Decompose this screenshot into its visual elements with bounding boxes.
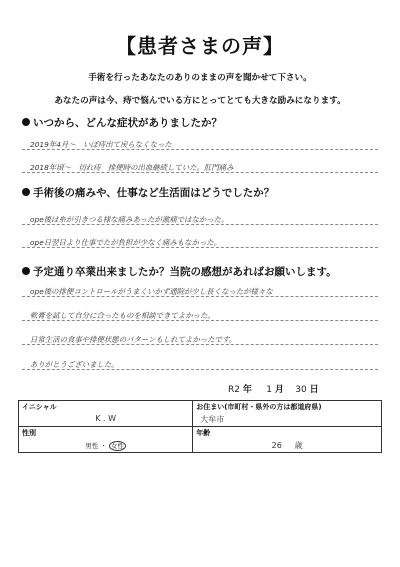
- answer-2-line-2: ope日翌日より仕事でたが負担が少なく痛みもなかった。: [30, 238, 222, 247]
- question-2: [22, 185, 274, 200]
- address-cell: [193, 401, 382, 427]
- gender-male: 男性: [85, 442, 99, 450]
- date-day: 30: [295, 385, 307, 395]
- bullet-icon: [22, 118, 30, 126]
- gender-separator: ・: [100, 442, 107, 450]
- page-title: 【患者さまの声】: [116, 34, 284, 58]
- initial-label: イニシャル: [22, 403, 57, 411]
- bullet-icon: [22, 267, 30, 275]
- question-3-text: 予定通り卒業出来ましたか？当院の感想があればお願いします。: [33, 266, 337, 278]
- date-day-label: 日: [309, 385, 319, 395]
- age-cell: [193, 427, 382, 453]
- intro-line-1: 手術を行ったあなたのありのままの声を聞かせて下さい。: [88, 73, 312, 83]
- question-2-text: 手術後の痛みや、仕事など生活面はどうでしたか？: [33, 187, 275, 199]
- answer-3-line-1: ope後の排便コントロールがうまくいかず通院が少し長くなったが様々な: [30, 287, 273, 296]
- answer-3-line-3: 日常生活の食事や排便状態のパターンもしれてよかったです。: [30, 335, 237, 344]
- age-unit: 歳: [294, 441, 303, 450]
- address-value: 大牟市: [200, 415, 225, 424]
- date-year-label: 年: [242, 385, 252, 395]
- gender-cell: [19, 427, 193, 453]
- date-month: 1: [266, 385, 272, 395]
- gender-female-selected: 女性: [110, 442, 124, 450]
- date-month-label: 月: [274, 385, 284, 395]
- date-year: 2: [234, 385, 240, 395]
- bullet-icon: [22, 188, 30, 196]
- gender-options: [22, 441, 189, 450]
- date-era: R: [228, 385, 235, 395]
- intro-line-2: あなたの声は今、痔で悩んでいる方にとってとても大きな励みになります。: [54, 96, 346, 106]
- question-3: [22, 264, 337, 279]
- age-value: 26: [271, 441, 282, 450]
- answer-3-line-4: ありがとうございました。: [30, 360, 119, 369]
- answer-1-line-2: 2018年頃〜 切れ痔 排便時の出血継続していた。肛門痛み: [30, 163, 234, 172]
- initial-cell: [19, 401, 193, 427]
- answer-2-line-1: ope後は糸が引きつる様な痛みあったが激痛ではなかった。: [30, 215, 229, 224]
- date: [228, 382, 319, 395]
- question-1-text: いつから、どんな症状がありましたか？: [33, 117, 222, 129]
- age-label: 年齢: [196, 429, 211, 437]
- initial-value: K . W: [95, 414, 117, 423]
- address-label: お住まい(市町村・県外の方は都道府県): [196, 403, 322, 411]
- patient-info-table: [18, 400, 382, 453]
- answer-3-line-2: 軟膏を試して自分に合ったものを相談できてよかった。: [30, 311, 215, 320]
- gender-label: 性別: [22, 429, 36, 437]
- answer-1-line-1: 2019年4月〜 いぼ痔出て戻らなくなった: [30, 140, 172, 149]
- age: [196, 440, 378, 451]
- question-1: [22, 115, 222, 130]
